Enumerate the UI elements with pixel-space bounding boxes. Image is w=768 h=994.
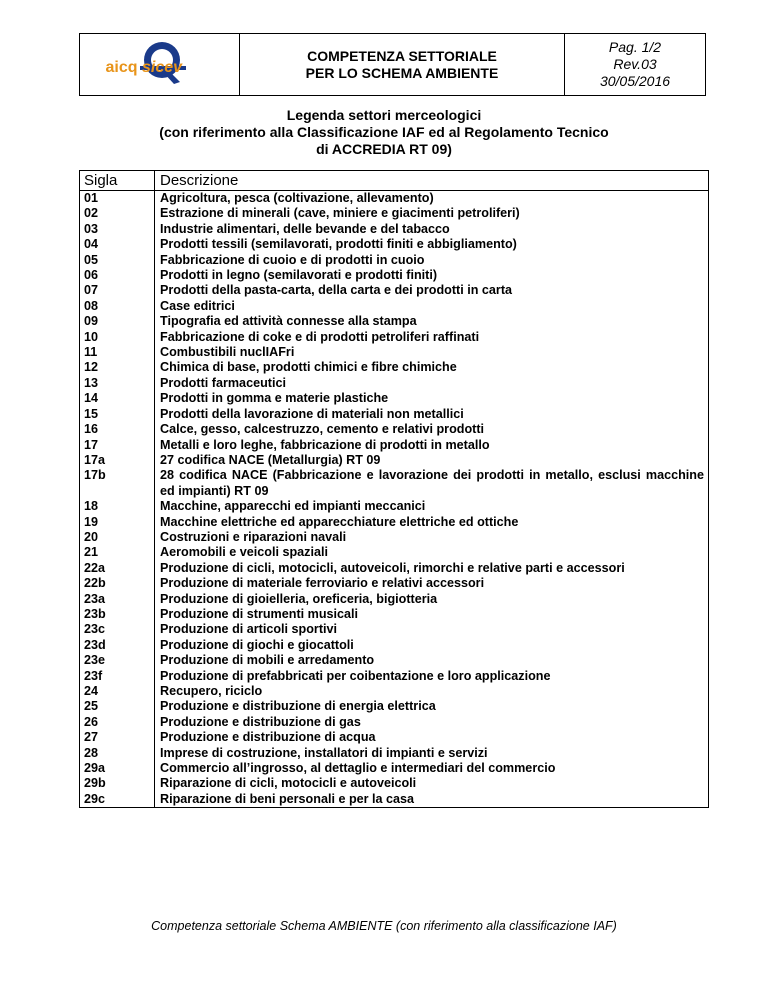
table-row — [80, 622, 709, 637]
table-row — [80, 314, 709, 329]
sector-code: 09 — [80, 314, 155, 329]
table-row — [80, 191, 709, 207]
table-row — [80, 391, 709, 406]
table-row — [80, 515, 709, 530]
sector-code: 29b — [80, 776, 155, 791]
sector-description: Produzione di prefabbricati per coibentazione e loro applicazione — [155, 669, 709, 684]
sector-code: 02 — [80, 206, 155, 221]
sector-code: 14 — [80, 391, 155, 406]
sector-code: 23c — [80, 622, 155, 637]
sector-description: Produzione di articoli sportivi — [155, 622, 709, 637]
sector-code: 10 — [80, 330, 155, 345]
sector-description: Prodotti della pasta-carta, della carta e dei prodotti in carta — [155, 283, 709, 298]
sector-description: Prodotti tessili (semilavorati, prodotti finiti e abbigliamento) — [155, 237, 709, 252]
sector-description: Prodotti in legno (semilavorati e prodotti finiti) — [155, 268, 709, 283]
sector-code: 07 — [80, 283, 155, 298]
document-header — [79, 33, 706, 96]
table-row — [80, 222, 709, 237]
sector-description: Agricoltura, pesca (coltivazione, allevamento) — [155, 191, 709, 207]
sector-description: Metalli e loro leghe, fabbricazione di prodotti in metallo — [155, 438, 709, 453]
legend-title — [0, 107, 768, 158]
table-row — [80, 422, 709, 437]
sector-description: Prodotti farmaceutici — [155, 376, 709, 391]
sector-description: Commercio all’ingrosso, al dettaglio e intermediari del commercio — [155, 761, 709, 776]
sector-table-wrapper — [79, 170, 709, 808]
sector-description: Prodotti in gomma e materie plastiche — [155, 391, 709, 406]
sector-description: Macchine, apparecchi ed impianti meccanici — [155, 499, 709, 514]
sector-code: 27 — [80, 730, 155, 745]
sector-description: Riparazione di cicli, motocicli e autoveicoli — [155, 776, 709, 791]
sector-description: Calce, gesso, calcestruzzo, cemento e relativi prodotti — [155, 422, 709, 437]
table-row — [80, 684, 709, 699]
table-row — [80, 468, 709, 499]
sector-code: 22b — [80, 576, 155, 591]
header-title — [240, 34, 565, 95]
table-row — [80, 776, 709, 791]
header-meta — [565, 34, 705, 95]
sector-description: Tipografia ed attività connesse alla stampa — [155, 314, 709, 329]
sector-code: 17 — [80, 438, 155, 453]
sector-code: 23b — [80, 607, 155, 622]
header-title-line1: COMPETENZA SETTORIALE — [307, 47, 497, 64]
logo-text-aicq: aicq — [105, 58, 138, 76]
table-row — [80, 653, 709, 668]
sector-description: 27 codifica NACE (Metallurgia) RT 09 — [155, 453, 709, 468]
table-row — [80, 792, 709, 808]
sector-code: 12 — [80, 360, 155, 375]
sector-code: 16 — [80, 422, 155, 437]
sector-description: Combustibili nuclIAFri — [155, 345, 709, 360]
table-row — [80, 561, 709, 576]
sector-description: Fabbricazione di coke e di prodotti petroliferi raffinati — [155, 330, 709, 345]
table-row — [80, 638, 709, 653]
sector-code: 29a — [80, 761, 155, 776]
sector-code: 22a — [80, 561, 155, 576]
table-row — [80, 253, 709, 268]
logo-text — [106, 59, 183, 77]
table-row — [80, 206, 709, 221]
sector-description: Estrazione di minerali (cave, miniere e giacimenti petroliferi) — [155, 206, 709, 221]
table-row — [80, 438, 709, 453]
sector-code: 17a — [80, 453, 155, 468]
sector-description: Industrie alimentari, delle bevande e del tabacco — [155, 222, 709, 237]
sector-code: 19 — [80, 515, 155, 530]
table-row — [80, 730, 709, 745]
sector-code: 20 — [80, 530, 155, 545]
sector-description: Produzione di gioielleria, oreficeria, bigiotteria — [155, 592, 709, 607]
table-row — [80, 669, 709, 684]
table-row — [80, 746, 709, 761]
table-row — [80, 761, 709, 776]
sector-code: 13 — [80, 376, 155, 391]
sector-code: 04 — [80, 237, 155, 252]
table-row — [80, 545, 709, 560]
sector-code: 01 — [80, 191, 155, 207]
table-row — [80, 530, 709, 545]
sector-code: 21 — [80, 545, 155, 560]
revision: Rev.03 — [613, 56, 657, 72]
sector-description: Riparazione di beni personali e per la casa — [155, 792, 709, 808]
column-header-sigla: Sigla — [80, 171, 155, 191]
table-row — [80, 237, 709, 252]
table-row — [80, 299, 709, 314]
sector-code: 05 — [80, 253, 155, 268]
table-row — [80, 607, 709, 622]
sector-description: Imprese di costruzione, installatori di impianti e servizi — [155, 746, 709, 761]
sector-code: 23f — [80, 669, 155, 684]
table-row — [80, 592, 709, 607]
sector-code: 17b — [80, 468, 155, 499]
sector-description: Produzione e distribuzione di acqua — [155, 730, 709, 745]
table-row — [80, 699, 709, 714]
sector-description: Macchine elettriche ed apparecchiature elettriche ed ottiche — [155, 515, 709, 530]
sector-code: 18 — [80, 499, 155, 514]
sector-description: Produzione di mobili e arredamento — [155, 653, 709, 668]
legend-line2: (con riferimento alla Classificazione IAF ed al Regolamento Tecnico — [159, 124, 609, 140]
sector-code: 06 — [80, 268, 155, 283]
column-header-descrizione: Descrizione — [155, 171, 709, 191]
legend-line3: di ACCREDIA RT 09) — [316, 141, 452, 157]
sector-description: Produzione di strumenti musicali — [155, 607, 709, 622]
table-row — [80, 268, 709, 283]
sector-description: Recupero, riciclo — [155, 684, 709, 699]
table-row — [80, 453, 709, 468]
sector-code: 26 — [80, 715, 155, 730]
legend-line1: Legenda settori merceologici — [286, 107, 482, 123]
sector-code: 15 — [80, 407, 155, 422]
table-row — [80, 330, 709, 345]
sector-code: 08 — [80, 299, 155, 314]
sector-description: Fabbricazione di cuoio e di prodotti in cuoio — [155, 253, 709, 268]
sector-description: 28 codifica NACE (Fabbricazione e lavorazione dei prodotti in metallo, esclusi macchine ed impianti) RT 09 — [155, 468, 709, 499]
table-row — [80, 283, 709, 298]
logo-text-sicev: sicev — [141, 58, 183, 76]
sector-description: Case editrici — [155, 299, 709, 314]
page-footer: Competenza settoriale Schema AMBIENTE (con riferimento alla classificazione IAF) — [151, 919, 617, 933]
sector-code: 23a — [80, 592, 155, 607]
sector-description: Produzione di cicli, motocicli, autoveicoli, rimorchi e relative parti e accessori — [155, 561, 709, 576]
table-row — [80, 376, 709, 391]
sector-table — [79, 170, 709, 808]
table-row — [80, 576, 709, 591]
sector-code: 24 — [80, 684, 155, 699]
revision-date: 30/05/2016 — [599, 73, 671, 89]
page-number: Pag. 1/2 — [608, 39, 662, 55]
sector-description: Produzione di materiale ferroviario e relativi accessori — [155, 576, 709, 591]
table-row — [80, 715, 709, 730]
table-row — [80, 499, 709, 514]
logo-cell — [80, 34, 240, 95]
sector-code: 03 — [80, 222, 155, 237]
aicq-sicev-logo — [100, 38, 220, 92]
table-row — [80, 407, 709, 422]
sector-code: 11 — [80, 345, 155, 360]
header-title-line2: PER LO SCHEMA AMBIENTE — [305, 64, 499, 81]
sector-description: Produzione e distribuzione di energia elettrica — [155, 699, 709, 714]
sector-code: 23d — [80, 638, 155, 653]
sector-code: 23e — [80, 653, 155, 668]
table-row — [80, 360, 709, 375]
table-header-row — [80, 171, 709, 191]
sector-description: Prodotti della lavorazione di materiali non metallici — [155, 407, 709, 422]
sector-description: Produzione e distribuzione di gas — [155, 715, 709, 730]
sector-description: Produzione di giochi e giocattoli — [155, 638, 709, 653]
sector-code: 25 — [80, 699, 155, 714]
sector-code: 29c — [80, 792, 155, 808]
sector-description: Aeromobili e veicoli spaziali — [155, 545, 709, 560]
table-row — [80, 345, 709, 360]
sector-description: Chimica di base, prodotti chimici e fibre chimiche — [155, 360, 709, 375]
sector-code: 28 — [80, 746, 155, 761]
sector-description: Costruzioni e riparazioni navali — [155, 530, 709, 545]
